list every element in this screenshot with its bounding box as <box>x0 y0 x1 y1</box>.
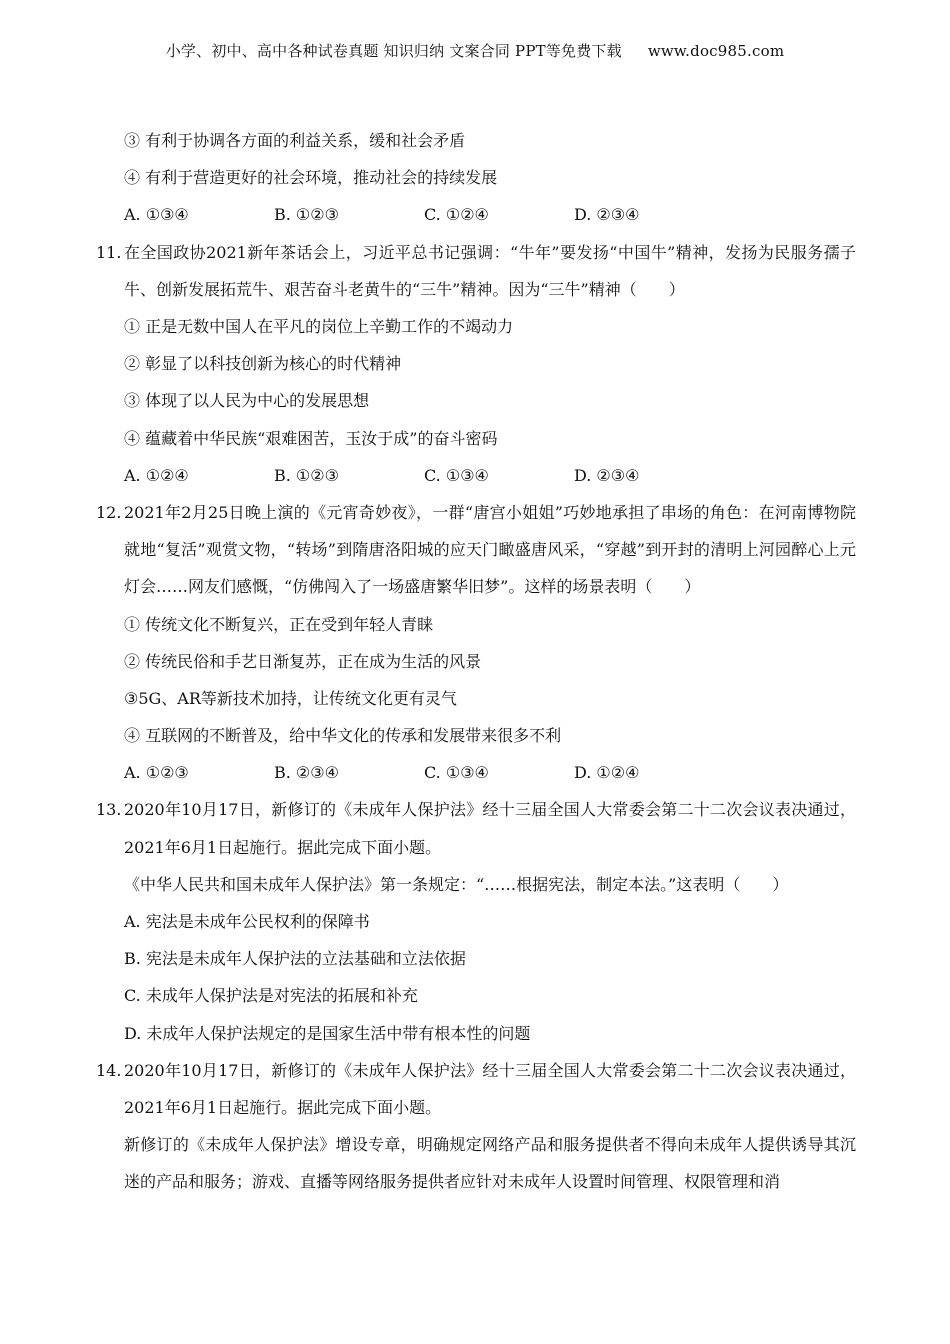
question-number: 14. <box>96 1060 122 1080</box>
prev-option-c[interactable]: C. ①②④ <box>424 205 489 225</box>
prev-statement-3: ③ 有利于协调各方面的利益关系，缓和社会矛盾 <box>124 131 466 150</box>
prev-option-a[interactable]: A. ①③④ <box>124 205 189 225</box>
question-11 <box>96 234 856 308</box>
q14-sub-question: 新修订的《未成年人保护法》增设专章，明确规定网络产品和服务提供者不得向未成年人提供诱导其沉迷的产品和服务；游戏、直播等网络服务提供者应针对未成年人设置时间管理、权限管理和消 <box>124 1135 856 1192</box>
prev-statement-4: ④ 有利于营造更好的社会环境，推动社会的持续发展 <box>124 168 498 188</box>
q13-option-c[interactable]: C. 未成年人保护法是对宪法的拓展和补充 <box>124 986 418 1006</box>
header-text: 小学、初中、高中各种试卷真题 知识归纳 文案合同 PPT等免费下载 <box>165 42 622 60</box>
q12-option-a[interactable]: A. ①②③ <box>124 763 189 783</box>
q13-option-d[interactable]: D. 未成年人保护法规定的是国家生活中带有根本性的问题 <box>124 1023 531 1043</box>
q11-option-a[interactable]: A. ①②④ <box>124 465 189 485</box>
prev-options <box>96 196 856 233</box>
question-14 <box>96 1052 856 1126</box>
q11-statement-4: ④ 蕴藏着中华民族“艰难困苦，玉汝于成”的奋斗密码 <box>124 428 498 448</box>
question-number: 11. <box>96 242 122 262</box>
q12-statement-3: ③5G、AR等新技术加持，让传统文化更有灵气 <box>124 688 457 708</box>
q11-option-d[interactable]: D. ②③④ <box>574 465 640 485</box>
q13-option-b[interactable]: B. 宪法是未成年人保护法的立法基础和立法依据 <box>124 949 466 969</box>
question-12 <box>96 494 856 606</box>
q11-statement-1: ① 正是无数中国人在平凡的岗位上辛勤工作的不竭动力 <box>124 316 514 336</box>
header-site-link[interactable]: www.doc985.com <box>647 42 785 60</box>
q13-sub-question: 《中华人民共和国未成年人保护法》第一条规定：“……根据宪法，制定本法。”这表明（ ） <box>124 874 789 894</box>
question-number: 12. <box>96 502 122 522</box>
question-13 <box>96 791 856 865</box>
question-stem: 2020年10月17日，新修订的《未成年人保护法》经十三届全国人大常委会第二十二次会议表决通过，2021年6月1日起施行。据此完成下面小题。 <box>124 1060 856 1117</box>
q12-statement-4: ④ 互联网的不断普及，给中华文化的传承和发展带来很多不利 <box>124 726 562 746</box>
q13-option-a[interactable]: A. 宪法是未成年公民权利的保障书 <box>124 912 370 932</box>
prev-option-d[interactable]: D. ②③④ <box>574 205 640 225</box>
q11-statement-2: ② 彰显了以科技创新为核心的时代精神 <box>124 354 402 374</box>
question-stem: 2021年2月25日晚上演的《元宵奇妙夜》，一群“唐宫小姐姐”巧妙地承担了串场的角色：在河南博物院就地“复活”观赏文物，“转场”到隋唐洛阳城的应天门瞰盛唐风采，“穿越”到开封的清明上河园醉心上元灯会……网友们感慨，“仿佛闯入了一场盛唐繁华旧梦”。这样的场景表明（ ） <box>124 502 856 597</box>
q11-statement-3: ③ 体现了以人民为中心的发展思想 <box>124 391 370 411</box>
q12-options <box>96 754 856 791</box>
q11-options <box>96 457 856 494</box>
q11-option-b[interactable]: B. ①②③ <box>274 465 339 485</box>
q12-statement-2: ② 传统民俗和手艺日渐复苏，正在成为生活的风景 <box>124 651 482 671</box>
page-header <box>0 40 950 61</box>
question-stem: 2020年10月17日，新修订的《未成年人保护法》经十三届全国人大常委会第二十二次会议表决通过，2021年6月1日起施行。据此完成下面小题。 <box>124 800 856 857</box>
exam-content <box>96 122 856 1201</box>
question-stem: 在全国政协2021新年茶话会上，习近平总书记强调：“牛年”要发扬“中国牛”精神，发扬为民服务孺子牛、创新发展拓荒牛、艰苦奋斗老黄牛的“三牛”精神。因为“三牛”精神（ ） <box>124 242 856 299</box>
q12-option-c[interactable]: C. ①③④ <box>424 763 489 783</box>
q12-option-b[interactable]: B. ②③④ <box>274 763 339 783</box>
q12-option-d[interactable]: D. ①②④ <box>574 763 640 783</box>
q11-option-c[interactable]: C. ①③④ <box>424 465 489 485</box>
q12-statement-1: ① 传统文化不断复兴，正在受到年轻人青睐 <box>124 614 434 634</box>
question-number: 13. <box>96 800 122 820</box>
prev-option-b[interactable]: B. ①②③ <box>274 205 339 225</box>
